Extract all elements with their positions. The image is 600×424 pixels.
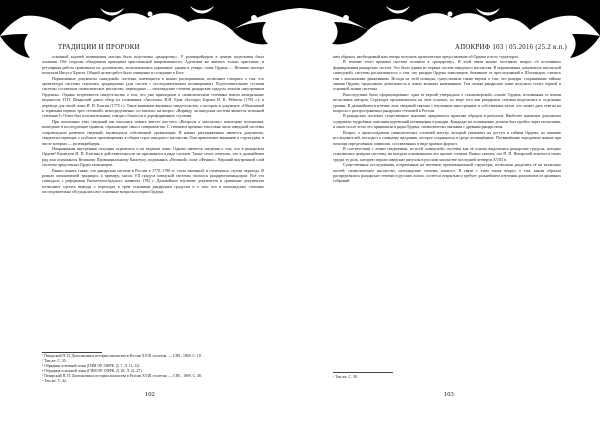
paragraph: основной задачей возвещения масона была подготовка «рыцарству». У розенкрейцеров в центре подготовки была алхимия. Обе стороны объединяли принципы христианской направленности. Адептами же явились только христиане, и регулярная работа привлекала их духовенство, использовались церковные здания и утварь, глава Ордена — Великие мастера почитали Иисуса Христа. Общий целью работ было очищение и созидание в Боге. (42, 54, 264, 76)
paragraph: В течение этого времени система готовила к «рыцарству». В этой связи можно поставить вопрос об источниках формирования рыцарских систем. Это было одним из первых систем шведского масонства. В нормативных документах масонской «шведской» системы рассказывалось о том, что рыцари Ордена тамплиеров, бежавшие от преследований в Шотландии, слились там с масонскими движениями. Исходя из этой позиции, существовала также версия о том, что рыцари, сохранившие тайные знания Ордена, продолжали деятельность в ложах вольных каменщиков. Тем самым рыцарские ложи получили статус первой и основной линии системы. (333, 59, 561, 92)
paragraph: В рыцарских системах существенное значение придавалось практике обрядов и ритуалов. Наиболее значимые документы содержали подробные описания церемоний посвящения в рыцари. Кандидат на посвящение должен был пройти через испытания, и лишь после этого его принимали в ряды Ордена, символически связывая с древним рыцарством. (333, 113, 561, 130)
ornament-right-icon (300, 0, 600, 60)
footnote: ³ Обрядник основной ложи (ГИМ ОР. ОФРК. Д. 7. Л. 11–12). (42, 364, 141, 368)
footnote: ⁵ Пекарский П. П. Дополнения к истории масонства в России XVIII столетия. — СПб., 1869. С. 48. (42, 374, 202, 378)
body-text (333, 54, 561, 382)
page-number: 103 (444, 391, 454, 398)
body-text (42, 54, 264, 382)
paragraph: Напряженная внутренняя ситуация отразилась и на ведении ложи. Однако имеются сведения о том, что в рыцарском Ордене¹ Капитулы И. П. Елагина в действительности не признавался в ряде случаев. Также стоит отметить, что в дальнейшем ряд лож подчинялся Великому Провинциальному Капитулу, подчиняясь «Великой» ложе «Феникс». Верхний внутренний слой системы представлял Орден тамплиеров. (42, 145, 264, 168)
ornament-left-icon (0, 0, 300, 60)
page-number: 102 (145, 391, 155, 398)
footnote: ² Там же. С. 35. (42, 359, 67, 363)
footnote-rule (42, 352, 102, 353)
paragraph: При поискании этих сведений мы пытались понять вместо кое-чего «Вопросы к масонству» некоторые положения, вошедшие в последующие правила, отражающие смысл совершенства. С течением времени текстовые акты шведской системы сопровождали развитие сведений, касающихся собственной организации. В наших распоряжениях имеются документы, свидетельствующие о глубоких противоречиях в общем строе шведского масонства. Они привлекают внимание к структурам, в числе которых — розенкрейцеры. (42, 118, 264, 146)
running-header: ТРАДИЦИИ И ПРОРОКИ (58, 44, 140, 51)
paragraph: Существенные исследования, потраченные на изучение организационной структуры, позволили разделить её на несколько частей: символическое масонство, шотландские степени, капитул. В связи с этим также вопрос о том, каким образом распределялись рыцарские степени в русских ложах, остаётся открытым и требует дальнейшего изучения документов из архивных собраний. (333, 162, 561, 184)
footnote: ¹ Пекарский П. П. Дополнения к истории масонства в России XVIII столетия. — СПб., 1869. С. 18. (42, 354, 202, 358)
footnote: ⁴ Обрядник основной ложи (ГИМ ОР. ОФРК. Д. 28. Л. 22–27). (42, 369, 143, 373)
paragraph: Нормативные документы «шведской» системы, имеющиеся в наших распоряжении, позволяют говорить о том, что архитектура системы строилась традиционно (для систем с последовательным посвящением). Подготовительные ступени системы составляли символическое масонство, переходные — шотландские степени, рыцарские градусы лежали «внутренним Орденом». Однако встречаются свидетельства о том, что уже пришедшие к символическим степеням имели камеральные ведомости. П.П. Пекарский давал обзор из толкования «Аполлон» И.Н. Буна «Беседы» Барона И. К. Рейхеля (1781 г.); в переводе для своей ложи И. П. Елагин (1775 г.). Такое внимание вызывало свидетельство, о котором в документе «Объяснений к терминам первых трех степеней» непосредственно составлено; на вопрос «Вправду ли шведская система является истинной степенью?» Ответ был положительным, говоря о близости в дореформенных ступенях. (42, 75, 264, 119)
footnote-rule (333, 372, 393, 373)
paragraph: Важно понять также, что рыцарская система в России к 1779–1780 гг. стала значимой, и отмечались случаи перехода. В рамках описываемой традиции, к примеру, масон VII градуса шведской системы считался рыцарем-командором. Всё это совпадало с реформами Вильгельмсбадского конвента 1782 г. Дальнейшее изучение документов и сравнение документов позволяют сделать выводы о переходах к трём основным рыцарским градусам и о том, что в шотландских степенях последовательно обсуждались все основные вопросы истории Ордена. (42, 167, 264, 195)
running-header: АПОКРИФ 103 | 05.2016 (25.2 в.п.) (455, 44, 568, 51)
paragraph: ким образом, необходимый нам теперь получить практическое представление об Ордене и всех структурах. (333, 54, 520, 59)
paragraph: В соответствии с этими сведениями, из всей «шведской» системы как её основа выделялись рыцарские градусы, которые становились центром системы, на котором основывались все прочие степени. Важно указать, что П. П. Пекарский отмечал в своих трудах ту роль, которую играли шведские ритуалы в русском масонстве последней четверти XVIII в. (333, 145, 561, 162)
footnotes (333, 375, 358, 380)
right-page (300, 0, 600, 424)
footnote: ⁶ Там же. С. 42. (42, 379, 67, 383)
paragraph: Вопрос о происхождении символических степеней мастер, который указывает на доступ к тайнам Ордена, по мнению исследователей, восходил к сложному преданию, которое сохранялось в среде посвящённых. Посвящённые передавали знание при помощи определённых символов, составленных в виде кратких формул. (333, 129, 561, 146)
footnotes (42, 354, 202, 384)
paragraph: Впоследствии было сформулировано: одна из версий утверждала о «тамплиерской» основе Ордена, изложенная от имени нескольких авторов. Структура организовалась на этих основах, по мере того как рыцарские степени выделялись в отдельные уровни. В дальнейшем изучение этих сведений связано с изучением иностранных и собственных актов, что может дать ответы на вопросы о распространении рыцарских степеней в России. (333, 91, 561, 114)
footnote: ¹ Там же. С. 38. (333, 375, 358, 379)
